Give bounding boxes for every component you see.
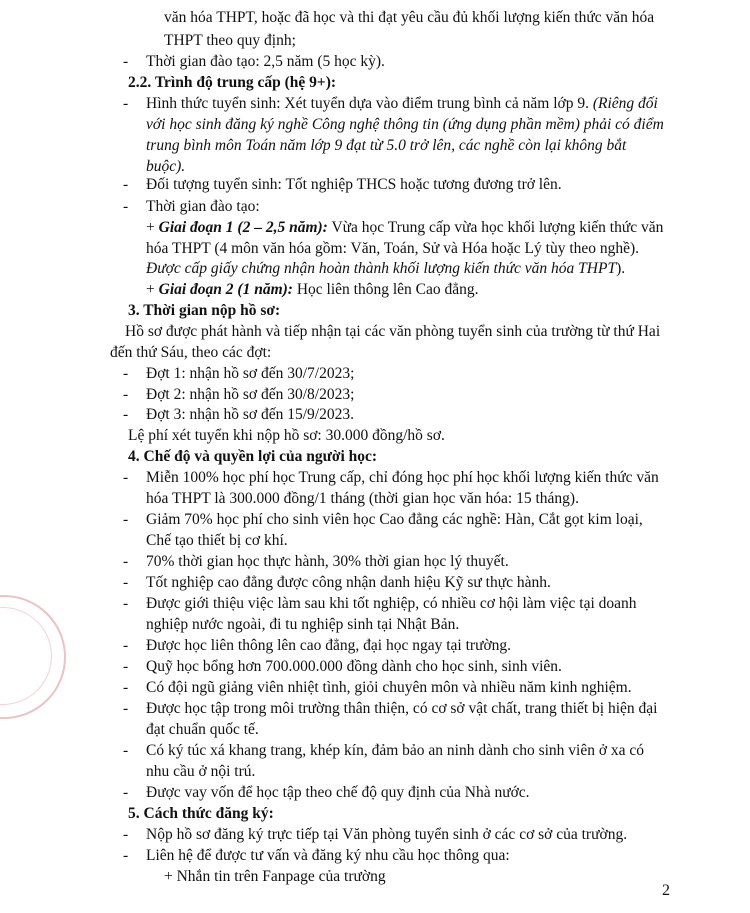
text-line: Có ký túc xá khang trang, khép kín, đảm bảo an ninh dành cho sinh viên ở xa có (146, 742, 645, 759)
bullet-dash: - (123, 406, 129, 423)
bullet-dash: - (123, 511, 129, 528)
text-line: Có đội ngũ giảng viên nhiệt tình, giỏi chuyên môn và nhiều năm kinh nghiệm. (146, 679, 632, 696)
text-line: Thời gian đào tạo: (146, 198, 260, 215)
section-heading-3: 3. Thời gian nộp hồ sơ: (128, 302, 281, 319)
text-line: Được cấp giấy chứng nhận hoàn thành khối lượng kiến thức văn hóa THPT). (146, 260, 626, 277)
text-line: Được vay vốn để học tập theo chế độ quy định của Nhà nước. (146, 784, 530, 801)
bullet-dash: - (123, 198, 129, 215)
text-line: + Giai đoạn 2 (1 năm): Học liên thông lên Cao đẳng. (146, 281, 479, 298)
bullet-dash: - (123, 95, 129, 112)
text-line: với học sinh đăng ký nghề Công nghệ thông tin (ứng dụng phần mềm) phải có điểm (146, 116, 664, 133)
text-line: Tốt nghiệp cao đẳng được công nhận danh hiệu Kỹ sư thực hành. (146, 574, 551, 591)
text-line: Giảm 70% học phí cho sinh viên học Cao đẳng các nghề: Hàn, Cắt gọt kim loại, (146, 511, 643, 528)
bullet-dash: - (123, 365, 129, 382)
text-line: Quỹ học bổng hơn 700.000.000 đồng dành cho học sinh, sinh viên. (146, 658, 562, 675)
bullet-dash: - (123, 658, 129, 675)
bullet-dash: - (123, 847, 129, 864)
section-heading-2-2: 2.2. Trình độ trung cấp (hệ 9+): (128, 74, 337, 91)
page-number: 2 (662, 882, 670, 899)
bullet-dash: - (123, 553, 129, 570)
text-line: 70% thời gian học thực hành, 30% thời gian học lý thuyết. (146, 553, 509, 570)
text-line: Đợt 1: nhận hồ sơ đến 30/7/2023; (146, 365, 355, 382)
bullet-dash: - (123, 574, 129, 591)
text-line: Hình thức tuyển sinh: Xét tuyển dựa vào điểm trung bình cả năm lớp 9. (Riêng đối (146, 95, 658, 112)
text-line: Chế tạo thiết bị cơ khí. (146, 532, 288, 549)
text-line: Miễn 100% học phí học Trung cấp, chỉ đóng học phí học khối lượng kiến thức văn (146, 469, 659, 486)
text-line: Được học liên thông lên cao đẳng, đại học ngay tại trường. (146, 637, 512, 654)
text-line: nhu cầu ở nội trú. (146, 763, 256, 780)
text-line: Lệ phí xét tuyển khi nộp hồ sơ: 30.000 đồng/hồ sơ. (128, 427, 445, 444)
text-line: Nộp hồ sơ đăng ký trực tiếp tại Văn phòng tuyển sinh ở các cơ sở của trường. (146, 826, 628, 843)
bullet-dash: - (123, 469, 129, 486)
text-line: Đợt 2: nhận hồ sơ đến 30/8/2023; (146, 386, 355, 403)
bullet-dash: - (123, 742, 129, 759)
text-line: Được học tập trong môi trường thân thiện, có cơ sở vật chất, trang thiết bị hiện đại (146, 700, 658, 717)
text-line: Hồ sơ được phát hành và tiếp nhận tại các văn phòng tuyển sinh của trường từ thứ Hai (125, 323, 661, 340)
bullet-dash: - (123, 637, 129, 654)
text-line: Được giới thiệu việc làm sau khi tốt nghiệp, có nhiều cơ hội làm việc tại doanh (146, 595, 637, 612)
bullet-dash: - (123, 826, 129, 843)
bullet-dash: - (123, 595, 129, 612)
text-line: hóa THPT là 300.000 đồng/1 tháng (thời gian học văn hóa: 15 tháng). (146, 490, 579, 507)
text-line: hóa THPT (4 môn văn hóa gồm: Văn, Toán, Sử và Hóa hoặc Lý tùy theo nghề). (146, 240, 640, 257)
bullet-dash: - (123, 386, 129, 403)
text-line: Liên hệ để được tư vấn và đăng ký nhu cầu học thông qua: (146, 847, 510, 864)
text-line: trung bình môn Toán năm lớp 9 đạt từ 5.0 trở lên, các nghề còn lại không bắt (146, 137, 627, 154)
text-line: + Nhắn tin trên Fanpage của trường (164, 868, 386, 885)
bullet-dash: - (123, 700, 129, 717)
text-line: nghiệp nước ngoài, đi tu nghiệp sinh tại Nhật Bản. (146, 616, 460, 633)
text-line: THPT theo quy định; (164, 32, 296, 49)
bullet-dash: - (123, 784, 129, 801)
text-line: Đối tượng tuyển sinh: Tốt nghiệp THCS hoặc tương đương trở lên. (146, 176, 562, 193)
bullet-dash: - (123, 176, 129, 193)
text-line: Đợt 3: nhận hồ sơ đến 15/9/2023. (146, 406, 354, 423)
text-line: đến thứ Sáu, theo các đợt: (110, 344, 272, 361)
text-line: văn hóa THPT, hoặc đã học và thi đạt yêu cầu đủ khối lượng kiến thức văn hóa (164, 9, 655, 26)
red-stamp-seal (0, 595, 66, 719)
text-line: Thời gian đào tạo: 2,5 năm (5 học kỳ). (146, 53, 385, 70)
section-heading-4: 4. Chế độ và quyền lợi của người học: (128, 448, 378, 465)
bullet-dash: - (123, 679, 129, 696)
section-heading-5: 5. Cách thức đăng ký: (128, 805, 274, 822)
bullet-dash: - (123, 53, 129, 70)
text-line: + Giai đoạn 1 (2 – 2,5 năm): Vừa học Trung cấp vừa học khối lượng kiến thức văn (146, 219, 664, 236)
text-line: đạt chuẩn quốc tế. (146, 721, 259, 738)
text-line: buộc). (146, 158, 186, 175)
